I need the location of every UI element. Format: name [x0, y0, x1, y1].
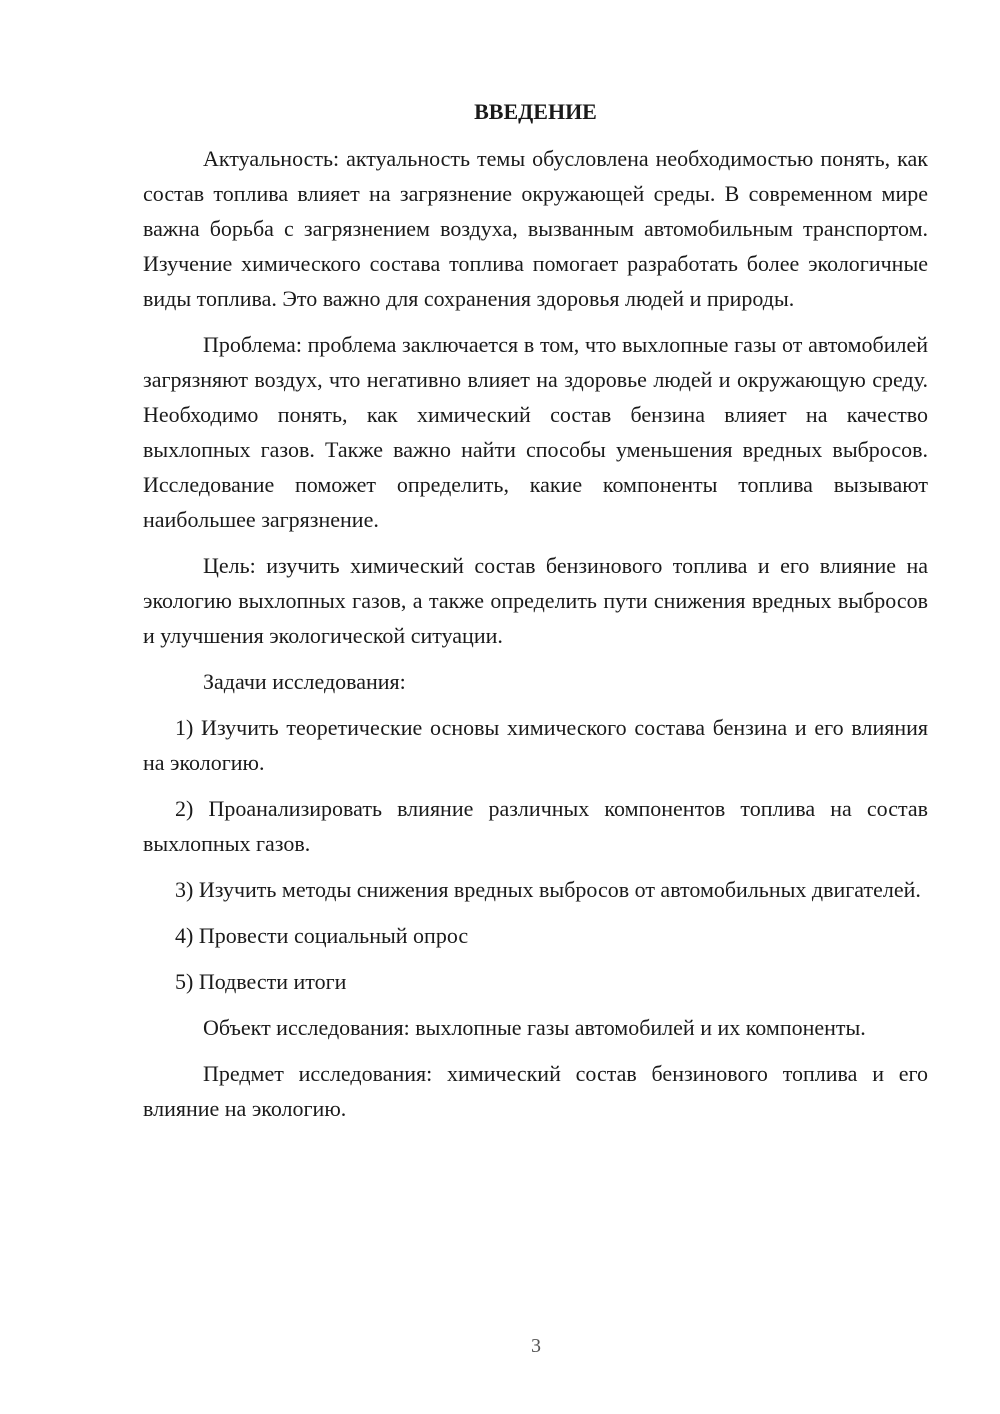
tasks-heading: Задачи исследования:: [203, 669, 406, 694]
page-number: 3: [531, 1335, 541, 1357]
document-body: [143, 94, 928, 1137]
task-item-4: 4) Провести социальный опрос: [175, 923, 469, 948]
section-title: ВВЕДЕНИЕ: [474, 99, 597, 124]
problem-paragraph: Проблема: проблема заключается в том, что выхлопные газы от автомобилей загрязняют воздух, что негативно влияет на здоровье людей и окружающую среду. Необходимо понять, как химический состав бензина влияет на качество выхлопных газов. Также важно найти способы уменьшения вредных выбросов. Исследование поможет определить, какие компоненты топлива вызывают наибольшее загрязнение.: [143, 332, 928, 532]
task-item-1: 1) Изучить теоретические основы химического состава бензина и его влияния на экологию.: [143, 715, 928, 775]
task-item-2: 2) Проанализировать влияние различных компонентов топлива на состав выхлопных газов.: [143, 796, 928, 856]
object-paragraph: Объект исследования: выхлопные газы автомобилей и их компоненты.: [203, 1015, 866, 1040]
relevance-paragraph: Актуальность: актуальность темы обусловлена необходимостью понять, как состав топлива влияет на загрязнение окружающей среды. В современном мире важна борьба с загрязнением воздуха, вызванным автомобильным транспортом. Изучение химического состава топлива помогает разработать более экологичные виды топлива. Это важно для сохранения здоровья людей и природы.: [143, 146, 928, 311]
subject-paragraph: Предмет исследования: химический состав бензинового топлива и его влияние на экологию.: [143, 1061, 928, 1121]
task-item-5: 5) Подвести итоги: [175, 969, 347, 994]
task-item-3: 3) Изучить методы снижения вредных выбросов от автомобильных двигателей.: [175, 877, 921, 902]
goal-paragraph: Цель: изучить химический состав бензинового топлива и его влияние на экологию выхлопных газов, а также определить пути снижения вредных выбросов и улучшения экологической ситуации.: [143, 553, 928, 648]
